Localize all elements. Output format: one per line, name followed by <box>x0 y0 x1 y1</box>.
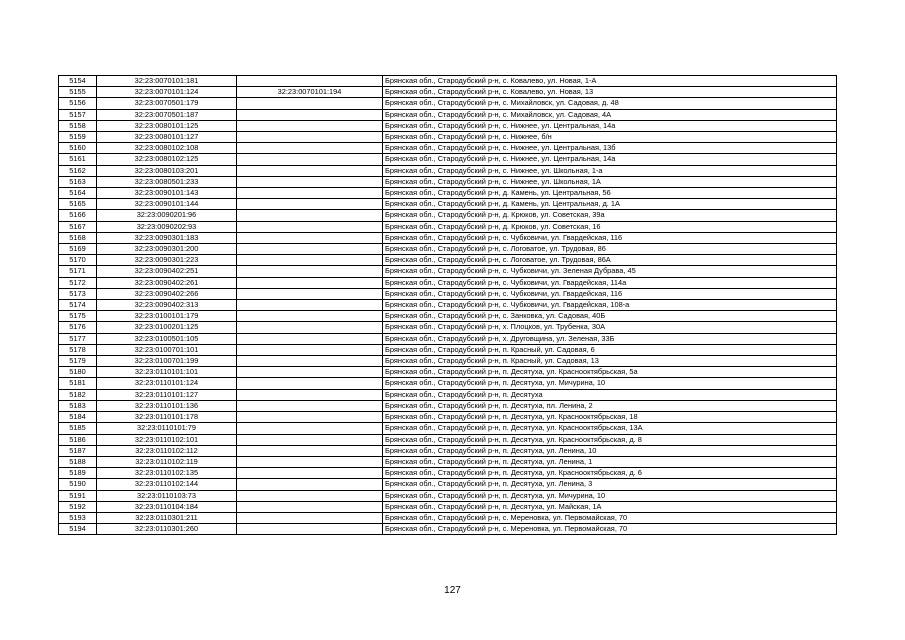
related-cadastral-number-cell <box>237 490 383 501</box>
address-cell: Брянская обл., Стародубский р-н, с. Чубковичи, ул. Гвардейская, 114а <box>383 277 837 288</box>
table-row <box>59 288 837 299</box>
address-cell: Брянская обл., Стародубский р-н, п. Красный, ул. Садовая, 6 <box>383 344 837 355</box>
address-cell: Брянская обл., Стародубский р-н, п. Десятуха, ул. Мичурина, 10 <box>383 378 837 389</box>
related-cadastral-number-cell <box>237 199 383 210</box>
row-number-cell: 5182 <box>59 389 97 400</box>
address-cell: Брянская обл., Стародубский р-н, с. Нижнее, ул. Центральная, 14а <box>383 120 837 131</box>
row-number-cell: 5189 <box>59 468 97 479</box>
related-cadastral-number-cell <box>237 479 383 490</box>
address-cell: Брянская обл., Стародубский р-н, п. Десятуха, пл. Ленина, 2 <box>383 400 837 411</box>
table-row <box>59 400 837 411</box>
table-row <box>59 300 837 311</box>
row-number-cell: 5192 <box>59 501 97 512</box>
cadastral-table-body <box>59 76 837 535</box>
related-cadastral-number-cell <box>237 120 383 131</box>
cadastral-number-cell: 32:23:0080101:125 <box>97 120 237 131</box>
row-number-cell: 5183 <box>59 400 97 411</box>
row-number-cell: 5155 <box>59 87 97 98</box>
address-cell: Брянская обл., Стародубский р-н, п. Десятуха, ул. Краснооктябрьская, 13А <box>383 423 837 434</box>
table-row <box>59 333 837 344</box>
table-row <box>59 266 837 277</box>
table-row <box>59 322 837 333</box>
row-number-cell: 5177 <box>59 333 97 344</box>
row-number-cell: 5187 <box>59 445 97 456</box>
row-number-cell: 5169 <box>59 244 97 255</box>
table-row <box>59 232 837 243</box>
table-row <box>59 512 837 523</box>
cadastral-number-cell: 32:23:0100101:179 <box>97 311 237 322</box>
related-cadastral-number-cell <box>237 524 383 535</box>
related-cadastral-number-cell <box>237 277 383 288</box>
address-cell: Брянская обл., Стародубский р-н, с. Занковка, ул. Садовая, 40Б <box>383 311 837 322</box>
cadastral-number-cell: 32:23:0080501:233 <box>97 176 237 187</box>
table-row <box>59 423 837 434</box>
row-number-cell: 5161 <box>59 154 97 165</box>
cadastral-number-cell: 32:23:0110104:184 <box>97 501 237 512</box>
address-cell: Брянская обл., Стародубский р-н, с. Ковалево, ул. Новая, 13 <box>383 87 837 98</box>
row-number-cell: 5184 <box>59 412 97 423</box>
related-cadastral-number-cell <box>237 412 383 423</box>
cadastral-number-cell: 32:23:0110301:260 <box>97 524 237 535</box>
cadastral-number-cell: 32:23:0110103:73 <box>97 490 237 501</box>
related-cadastral-number-cell <box>237 434 383 445</box>
row-number-cell: 5160 <box>59 143 97 154</box>
cadastral-number-cell: 32:23:0090301:200 <box>97 244 237 255</box>
address-cell: Брянская обл., Стародубский р-н, п. Десятуха, ул. Майская, 1А <box>383 501 837 512</box>
table-row <box>59 501 837 512</box>
page-number: 127 <box>444 585 461 596</box>
cadastral-number-cell: 32:23:0090301:183 <box>97 232 237 243</box>
related-cadastral-number-cell <box>237 176 383 187</box>
table-row <box>59 210 837 221</box>
row-number-cell: 5167 <box>59 221 97 232</box>
related-cadastral-number-cell <box>237 244 383 255</box>
cadastral-number-cell: 32:23:0070101:181 <box>97 76 237 87</box>
cadastral-number-cell: 32:23:0100501:105 <box>97 333 237 344</box>
row-number-cell: 5180 <box>59 367 97 378</box>
table-row <box>59 367 837 378</box>
related-cadastral-number-cell <box>237 367 383 378</box>
address-cell: Брянская обл., Стародубский р-н, п. Десятуха, ул. Мичурина, 10 <box>383 490 837 501</box>
table-row <box>59 456 837 467</box>
cadastral-number-cell: 32:23:0110102:112 <box>97 445 237 456</box>
related-cadastral-number-cell <box>237 378 383 389</box>
table-row <box>59 244 837 255</box>
cadastral-number-cell: 32:23:0110102:101 <box>97 434 237 445</box>
cadastral-number-cell: 32:23:0090301:223 <box>97 255 237 266</box>
related-cadastral-number-cell <box>237 512 383 523</box>
cadastral-number-cell: 32:23:0090402:251 <box>97 266 237 277</box>
related-cadastral-number-cell <box>237 311 383 322</box>
cadastral-number-cell: 32:23:0080101:127 <box>97 132 237 143</box>
cadastral-number-cell: 32:23:0070501:187 <box>97 109 237 120</box>
row-number-cell: 5186 <box>59 434 97 445</box>
address-cell: Брянская обл., Стародубский р-н, д. Камень, ул. Центральная, 56 <box>383 188 837 199</box>
table-row <box>59 109 837 120</box>
related-cadastral-number-cell <box>237 132 383 143</box>
table-row <box>59 277 837 288</box>
cadastral-number-cell: 32:23:0110101:127 <box>97 389 237 400</box>
row-number-cell: 5162 <box>59 165 97 176</box>
address-cell: Брянская обл., Стародубский р-н, с. Мереновка, ул. Первомайская, 70 <box>383 524 837 535</box>
row-number-cell: 5194 <box>59 524 97 535</box>
related-cadastral-number-cell <box>237 322 383 333</box>
cadastral-number-cell: 32:23:0110101:178 <box>97 412 237 423</box>
table-row <box>59 311 837 322</box>
row-number-cell: 5158 <box>59 120 97 131</box>
cadastral-number-cell: 32:23:0110101:101 <box>97 367 237 378</box>
cadastral-number-cell: 32:23:0110301:211 <box>97 512 237 523</box>
address-cell: Брянская обл., Стародубский р-н, д. Камень, ул. Центральная, д. 1А <box>383 199 837 210</box>
cadastral-number-cell: 32:23:0100701:199 <box>97 356 237 367</box>
address-cell: Брянская обл., Стародубский р-н, с. Нижнее, ул. Центральная, 14а <box>383 154 837 165</box>
row-number-cell: 5175 <box>59 311 97 322</box>
address-cell: Брянская обл., Стародубский р-н, с. Логоватое, ул. Трудовая, 86А <box>383 255 837 266</box>
address-cell: Брянская обл., Стародубский р-н, п. Десятуха, ул. Краснооктябрьская, д. 8 <box>383 434 837 445</box>
address-cell: Брянская обл., Стародубский р-н, с. Чубковичи, ул. Гвардейская, 108-а <box>383 300 837 311</box>
related-cadastral-number-cell <box>237 468 383 479</box>
table-row <box>59 154 837 165</box>
address-cell: Брянская обл., Стародубский р-н, п. Десятуха, ул. Краснооктябрьская, 5а <box>383 367 837 378</box>
related-cadastral-number-cell <box>237 165 383 176</box>
table-row <box>59 165 837 176</box>
cadastral-number-cell: 32:23:0080102:125 <box>97 154 237 165</box>
address-cell: Брянская обл., Стародубский р-н, п. Десятуха, ул. Ленина, 10 <box>383 445 837 456</box>
row-number-cell: 5191 <box>59 490 97 501</box>
table-row <box>59 412 837 423</box>
address-cell: Брянская обл., Стародубский р-н, п. Десятуха, ул. Краснооктябрьская, 18 <box>383 412 837 423</box>
address-cell: Брянская обл., Стародубский р-н, с. Чубковичи, ул. Гвардейская, 116 <box>383 232 837 243</box>
address-cell: Брянская обл., Стародубский р-н, п. Десятуха, ул. Ленина, 3 <box>383 479 837 490</box>
row-number-cell: 5179 <box>59 356 97 367</box>
table-row <box>59 176 837 187</box>
cadastral-table <box>58 75 837 535</box>
related-cadastral-number-cell <box>237 109 383 120</box>
related-cadastral-number-cell <box>237 389 383 400</box>
address-cell: Брянская обл., Стародубский р-н, с. Нижнее, б/н <box>383 132 837 143</box>
row-number-cell: 5185 <box>59 423 97 434</box>
address-cell: Брянская обл., Стародубский р-н, х. Друговщина, ул. Зеленая, 33Б <box>383 333 837 344</box>
cadastral-number-cell: 32:23:0070101:124 <box>97 87 237 98</box>
cadastral-number-cell: 32:23:0090201:96 <box>97 210 237 221</box>
related-cadastral-number-cell <box>237 98 383 109</box>
cadastral-number-cell: 32:23:0110101:136 <box>97 400 237 411</box>
table-row <box>59 378 837 389</box>
related-cadastral-number-cell <box>237 300 383 311</box>
cadastral-number-cell: 32:23:0080102:108 <box>97 143 237 154</box>
row-number-cell: 5173 <box>59 288 97 299</box>
address-cell: Брянская обл., Стародубский р-н, с. Логоватое, ул. Трудовая, 86 <box>383 244 837 255</box>
address-cell: Брянская обл., Стародубский р-н, с. Ковалево, ул. Новая, 1-А <box>383 76 837 87</box>
row-number-cell: 5174 <box>59 300 97 311</box>
table-row <box>59 524 837 535</box>
address-cell: Брянская обл., Стародубский р-н, д. Крюков, ул. Советская, 39а <box>383 210 837 221</box>
address-cell: Брянская обл., Стародубский р-н, с. Нижнее, ул. Школьная, 1-а <box>383 165 837 176</box>
address-cell: Брянская обл., Стародубский р-н, п. Десятуха <box>383 389 837 400</box>
address-cell: Брянская обл., Стародубский р-н, х. Плоцков, ул. Трубенка, 30А <box>383 322 837 333</box>
address-cell: Брянская обл., Стародубский р-н, п. Десятуха, ул. Краснооктябрьская, д. 6 <box>383 468 837 479</box>
related-cadastral-number-cell <box>237 188 383 199</box>
cadastral-number-cell: 32:23:0110101:79 <box>97 423 237 434</box>
address-cell: Брянская обл., Стародубский р-н, с. Нижнее, ул. Школьная, 1А <box>383 176 837 187</box>
table-row <box>59 98 837 109</box>
related-cadastral-number-cell <box>237 210 383 221</box>
address-cell: Брянская обл., Стародубский р-н, п. Красный, ул. Садовая, 13 <box>383 356 837 367</box>
table-row <box>59 76 837 87</box>
address-cell: Брянская обл., Стародубский р-н, д. Крюков, ул. Советская, 16 <box>383 221 837 232</box>
row-number-cell: 5193 <box>59 512 97 523</box>
row-number-cell: 5163 <box>59 176 97 187</box>
table-row <box>59 120 837 131</box>
row-number-cell: 5170 <box>59 255 97 266</box>
related-cadastral-number-cell <box>237 445 383 456</box>
cadastral-number-cell: 32:23:0090402:261 <box>97 277 237 288</box>
row-number-cell: 5176 <box>59 322 97 333</box>
cadastral-number-cell: 32:23:0110102:135 <box>97 468 237 479</box>
address-cell: Брянская обл., Стародубский р-н, с. Чубковичи, ул. Гвардейская, 116 <box>383 288 837 299</box>
related-cadastral-number-cell <box>237 154 383 165</box>
table-row <box>59 87 837 98</box>
row-number-cell: 5181 <box>59 378 97 389</box>
table-row <box>59 199 837 210</box>
table-row <box>59 389 837 400</box>
related-cadastral-number-cell <box>237 400 383 411</box>
row-number-cell: 5165 <box>59 199 97 210</box>
address-cell: Брянская обл., Стародубский р-н, п. Десятуха, ул. Ленина, 1 <box>383 456 837 467</box>
row-number-cell: 5178 <box>59 344 97 355</box>
table-row <box>59 255 837 266</box>
related-cadastral-number-cell <box>237 255 383 266</box>
related-cadastral-number-cell <box>237 501 383 512</box>
row-number-cell: 5171 <box>59 266 97 277</box>
row-number-cell: 5164 <box>59 188 97 199</box>
related-cadastral-number-cell <box>237 76 383 87</box>
row-number-cell: 5168 <box>59 232 97 243</box>
cadastral-number-cell: 32:23:0100201:125 <box>97 322 237 333</box>
table-row <box>59 434 837 445</box>
cadastral-number-cell: 32:23:0080103:201 <box>97 165 237 176</box>
table-row <box>59 132 837 143</box>
cadastral-number-cell: 32:23:0090101:144 <box>97 199 237 210</box>
row-number-cell: 5156 <box>59 98 97 109</box>
row-number-cell: 5172 <box>59 277 97 288</box>
related-cadastral-number-cell <box>237 232 383 243</box>
table-row <box>59 188 837 199</box>
related-cadastral-number-cell <box>237 333 383 344</box>
cadastral-number-cell: 32:23:0100701:101 <box>97 344 237 355</box>
cadastral-number-cell: 32:23:0090402:313 <box>97 300 237 311</box>
related-cadastral-number-cell: 32:23:0070101:194 <box>237 87 383 98</box>
related-cadastral-number-cell <box>237 423 383 434</box>
table-row <box>59 490 837 501</box>
table-row <box>59 344 837 355</box>
cadastral-number-cell: 32:23:0090101:143 <box>97 188 237 199</box>
related-cadastral-number-cell <box>237 221 383 232</box>
related-cadastral-number-cell <box>237 143 383 154</box>
cadastral-number-cell: 32:23:0090202:93 <box>97 221 237 232</box>
address-cell: Брянская обл., Стародубский р-н, с. Чубковичи, ул. Зеленая Дубрава, 45 <box>383 266 837 277</box>
address-cell: Брянская обл., Стародубский р-н, с. Михайловск, ул. Садовая, д. 48 <box>383 98 837 109</box>
cadastral-number-cell: 32:23:0110102:144 <box>97 479 237 490</box>
related-cadastral-number-cell <box>237 288 383 299</box>
address-cell: Брянская обл., Стародубский р-н, с. Мереновка, ул. Первомайская, 70 <box>383 512 837 523</box>
address-cell: Брянская обл., Стародубский р-н, с. Михайловск, ул. Садовая, 4А <box>383 109 837 120</box>
table-row <box>59 356 837 367</box>
related-cadastral-number-cell <box>237 266 383 277</box>
related-cadastral-number-cell <box>237 356 383 367</box>
table-row <box>59 468 837 479</box>
table-row <box>59 221 837 232</box>
row-number-cell: 5190 <box>59 479 97 490</box>
row-number-cell: 5188 <box>59 456 97 467</box>
cadastral-number-cell: 32:23:0110101:124 <box>97 378 237 389</box>
cadastral-number-cell: 32:23:0110102:119 <box>97 456 237 467</box>
cadastral-number-cell: 32:23:0090402:266 <box>97 288 237 299</box>
row-number-cell: 5159 <box>59 132 97 143</box>
row-number-cell: 5157 <box>59 109 97 120</box>
cadastral-number-cell: 32:23:0070501:179 <box>97 98 237 109</box>
row-number-cell: 5154 <box>59 76 97 87</box>
address-cell: Брянская обл., Стародубский р-н, с. Нижнее, ул. Центральная, 13б <box>383 143 837 154</box>
table-row <box>59 143 837 154</box>
row-number-cell: 5166 <box>59 210 97 221</box>
table-row <box>59 479 837 490</box>
table-row <box>59 445 837 456</box>
related-cadastral-number-cell <box>237 344 383 355</box>
related-cadastral-number-cell <box>237 456 383 467</box>
